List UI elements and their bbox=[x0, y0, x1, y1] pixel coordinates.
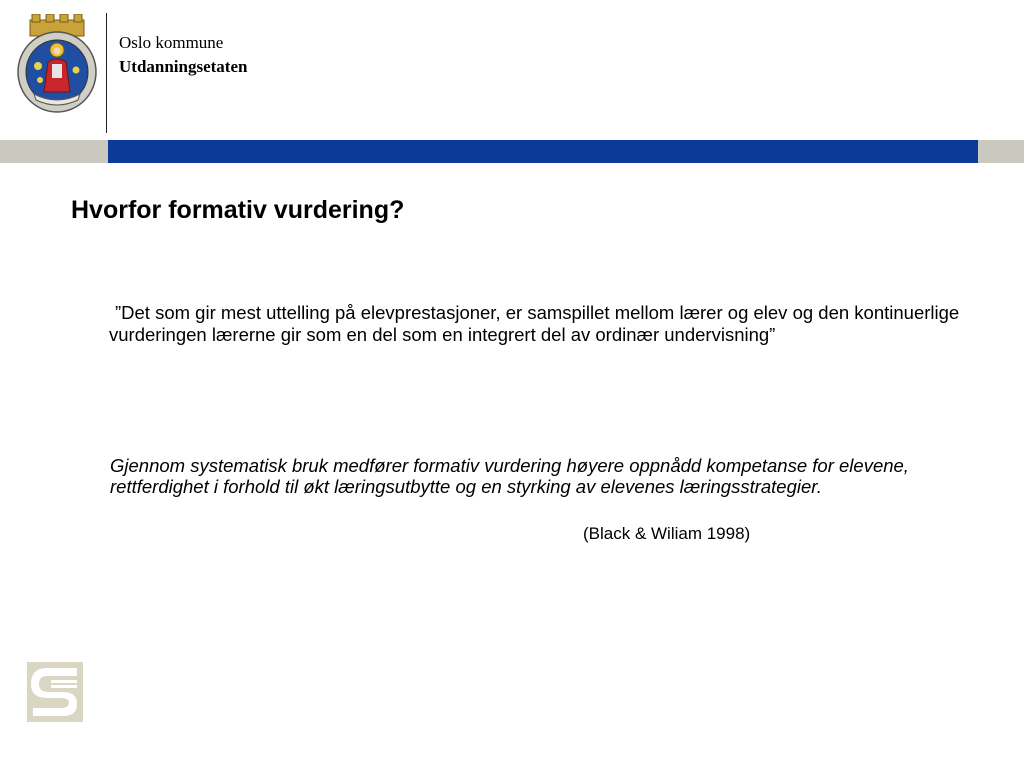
oslo-coat-of-arms-icon bbox=[16, 14, 98, 114]
slide-title: Hvorfor formativ vurdering? bbox=[71, 196, 405, 224]
organization-block bbox=[119, 31, 247, 79]
organization-name: Oslo kommune bbox=[119, 33, 224, 52]
oslo-kommune-s-emblem-icon bbox=[27, 662, 83, 722]
header-band-blue bbox=[108, 140, 978, 163]
finding-text: Gjennom systematisk bruk medfører formativ vurdering høyere oppnådd kompetanse for elevene, rettferdighet i forhold til økt læringsutbytte og en styrking av elevenes læringsstrategier. bbox=[110, 455, 909, 497]
quote-text: ”Det som gir mest uttelling på elevprestasjoner, er samspillet mellom lærer og elev og den kontinuerlige vurderingen lærerne gir som en del som en integrert del av ordinær undervisning” bbox=[109, 302, 960, 345]
department-name: Utdanningsetaten bbox=[119, 57, 248, 76]
citation: (Black & Wiliam 1998) bbox=[583, 524, 751, 543]
header-divider bbox=[106, 13, 107, 133]
